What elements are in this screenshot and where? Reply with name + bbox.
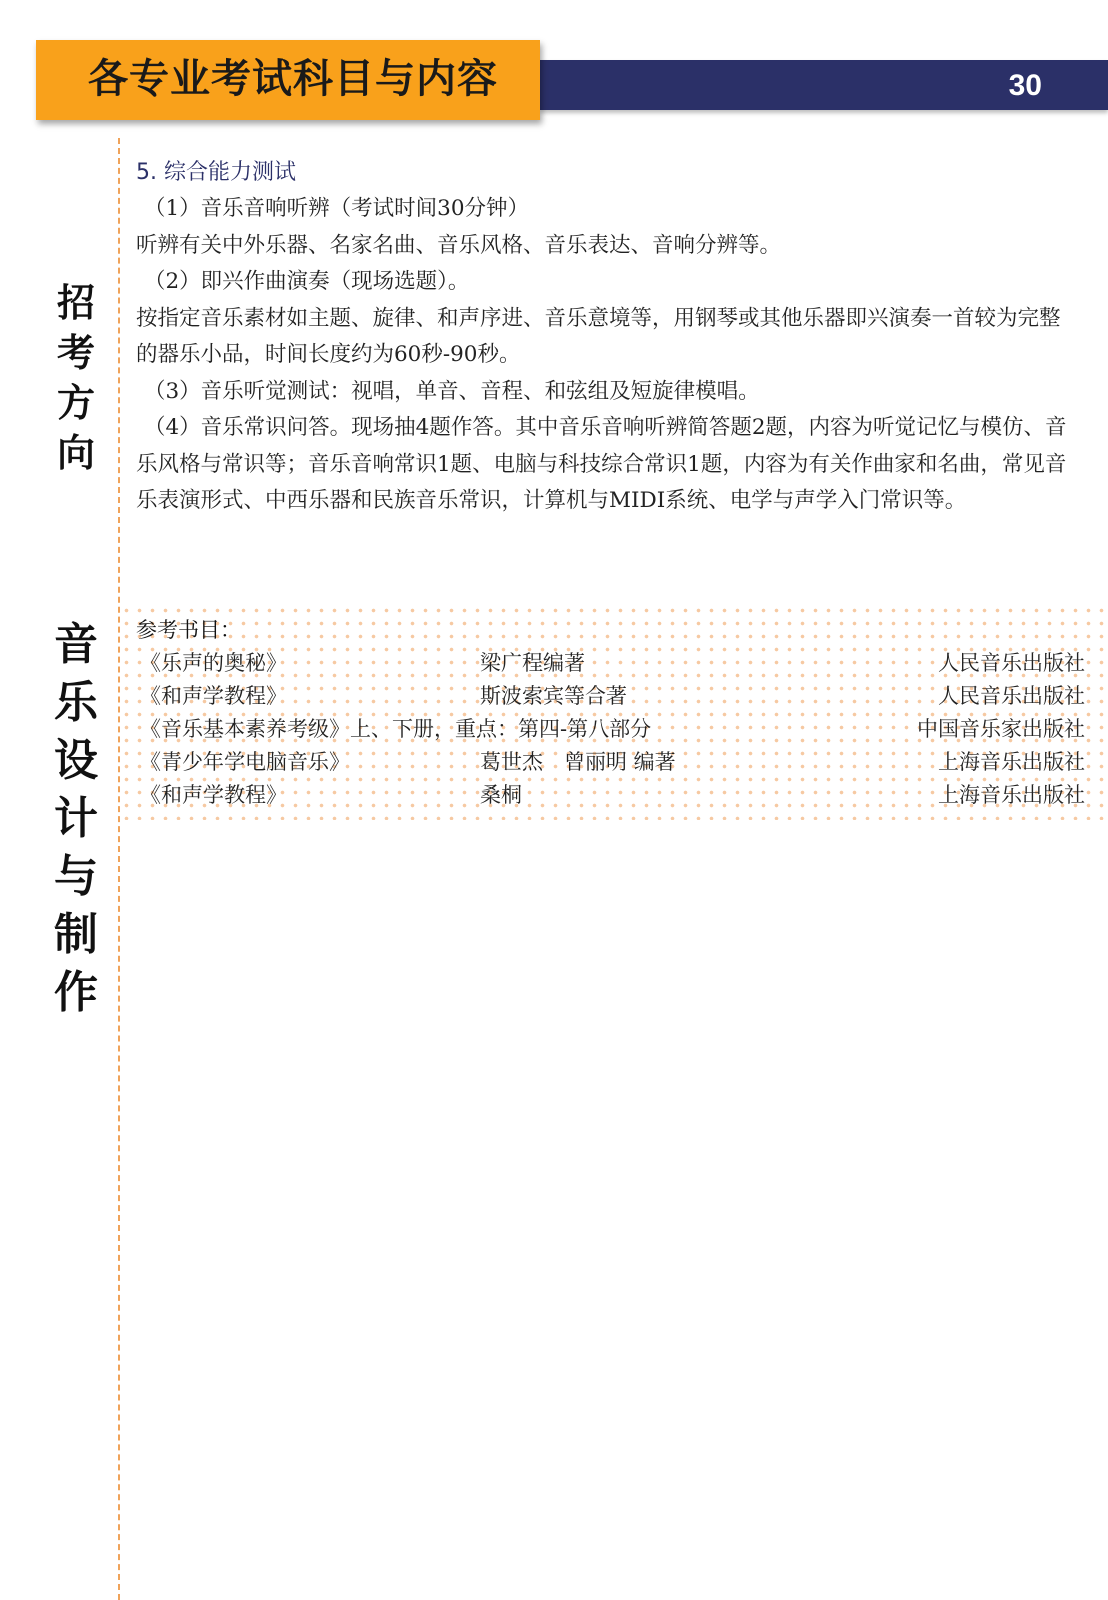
section-heading: 5. 综合能力测试: [136, 160, 296, 185]
reference-author: 葛世杰 曾丽明 编著: [480, 750, 676, 774]
item-2-title: （2）即兴作曲演奏（现场选题）。: [144, 269, 470, 294]
reference-publisher: 上海音乐出版社: [938, 750, 1085, 774]
page-number: 30: [1008, 69, 1042, 102]
header-bar: [540, 60, 1108, 110]
reference-author: 梁广程编著: [480, 651, 585, 675]
item-3-title: （3）音乐听觉测试：视唱，单音、音程、和弦组及短旋律模唱。: [144, 378, 760, 404]
references-panel: [120, 604, 1108, 820]
reference-row: [140, 712, 1085, 746]
reference-publisher: 人民音乐出版社: [938, 651, 1085, 675]
page-title: 各专业考试科目与内容: [88, 56, 498, 102]
header-title-box: [36, 40, 540, 120]
reference-row: [140, 646, 1085, 680]
reference-book: 《音乐基本素养考级》上、下册，重点：第四-第八部分: [140, 717, 652, 741]
reference-author: 斯波索宾等合著: [480, 684, 627, 708]
reference-book: 《和声学教程》: [140, 684, 287, 708]
item-1-body: 听辨有关中外乐器、名家名曲、音乐风格、音乐表达、音响分辨等。: [136, 232, 782, 258]
left-divider: [118, 138, 120, 1600]
reference-book: 《青少年学电脑音乐》: [140, 750, 350, 774]
reference-row: [140, 778, 1085, 812]
reference-publisher: 人民音乐出版社: [938, 684, 1085, 708]
references-heading: 参考书目：: [136, 618, 241, 642]
item-1-title: （1）音乐音响听辨（考试时间30分钟）: [144, 196, 530, 221]
item-2-body: 按指定音乐素材如主题、旋律、和声序进、音乐意境等，用钢琴或其他乐器即兴演奏一首较为完整的器乐小品，时间长度约为60秒-90秒。: [136, 305, 1061, 367]
reference-author: 桑桐: [480, 783, 522, 807]
reference-book: 《和声学教程》: [140, 783, 287, 807]
reference-publisher: 上海音乐出版社: [938, 783, 1085, 807]
section-content: [136, 155, 1076, 520]
reference-row: [140, 745, 1085, 779]
reference-publisher: 中国音乐家出版社: [917, 717, 1085, 741]
reference-book: 《乐声的奥秘》: [140, 651, 287, 675]
side-label-major: 音乐设计与制作: [54, 619, 98, 1018]
item-4-title: （4）音乐常识问答。现场抽4题作答。其中音乐音响听辨简答题2题，内容为听觉记忆与模仿、音乐风格与常识等；音乐音响常识1题、电脑与科技综合常识1题，内容为有关作曲家和名曲，常见音乐表演形式、中西乐器和民族音乐常识，计算机与MIDI系统、电学与声学入门常识等。: [136, 415, 1067, 513]
side-label-category: 招考方向: [56, 281, 95, 475]
reference-row: [140, 679, 1085, 713]
